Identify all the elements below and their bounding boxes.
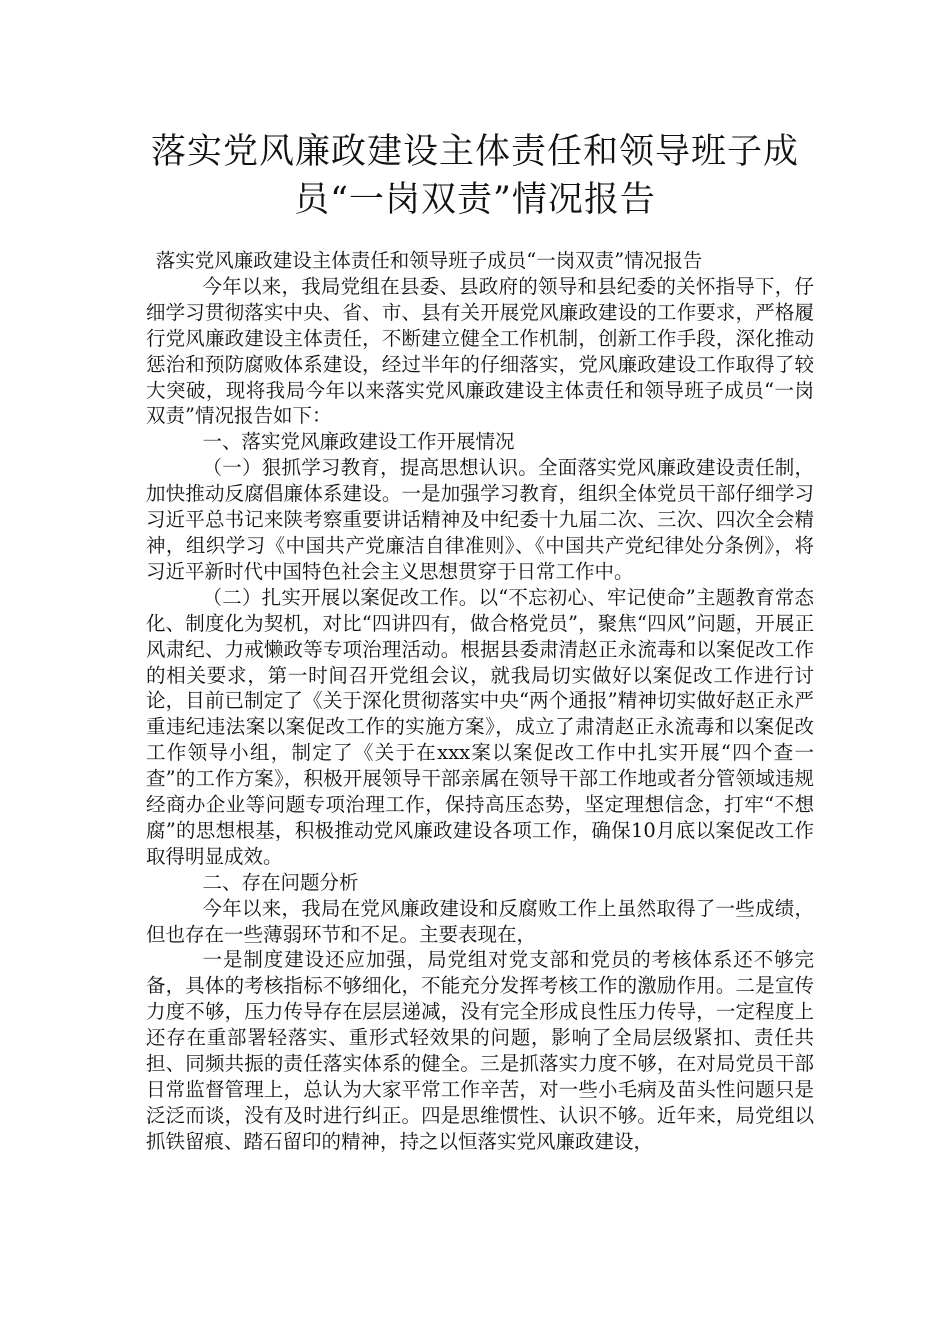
paragraph-case-reform: （二）扎实开展以案促改工作。以“不忘初心、牢记使命”主题教育常态化、制度化为契机，对比“四讲四有，做合格党员”，聚焦“四风”问题，开展正风肃纪、力戒懒政等专项治理活动。根据县委肃清赵正永流毒和以案促改工作的相关要求，第一时间召开党组会议，就我局切实做好以案促改工作进行讨论，目前已制定了《关于深化贯彻落实中央“两个通报”精神切实做好赵正永严重违纪违法案以案促改工作的实施方案》，成立了肃清赵正永流毒和以案促改工作领导小组，制定了《关于在xxx案以案促改工作中扎实开展“四个查一查”的工作方案》，积极开展领导干部亲属在领导干部工作地或者分管领域违规经商办企业等问题专项治理工作，保持高压态势，坚定理想信念，打牢“不想腐”的思想根基，积极推动党风廉政建设各项工作，确保10月底以案促改工作取得明显成效。 — [146, 585, 814, 868]
paragraph-intro: 今年以来，我局党组在县委、县政府的领导和县纪委的关怀指导下，仔细学习贯彻落实中央、省、市、县有关开展党风廉政建设的工作要求，严格履行党风廉政建设主体责任，不断建立健全工作机制，创新工作手段，深化推动惩治和预防腐败体系建设，经过半年的仔细落实，党风廉政建设工作取得了较大突破，现将我局今年以来落实党风廉政建设主体责任和领导班子成员“一岗双责”情况报告如下： — [146, 274, 814, 428]
paragraph-study: （一）狠抓学习教育，提高思想认识。全面落实党风廉政建设责任制，加快推动反腐倡廉体系建设。一是加强学习教育，组织全体党员干部仔细学习习近平总书记来陕考察重要讲话精神及中纪委十九届二次、三次、四次全会精神，组织学习《中国共产党廉洁自律准则》、《中国共产党纪律处分条例》，将习近平新时代中国特色社会主义思想贯穿于日常工作中。 — [146, 456, 814, 583]
document-title: 落实党风廉政建设主体责任和领导班子成员“一岗双责”情况报告 — [150, 132, 799, 220]
section-heading-2: 二、存在问题分析 — [202, 870, 359, 894]
section-heading-1: 一、落实党风廉政建设工作开展情况 — [202, 430, 515, 454]
paragraph-problems-intro: 今年以来，我局在党风廉政建设和反腐败工作上虽然取得了一些成绩，但也存在一些薄弱环节和不足。主要表现在， — [146, 896, 814, 946]
document-body — [146, 248, 814, 1155]
paragraph-problems-detail: 一是制度建设还应加强，局党组对党支部和党员的考核体系还不够完备，具体的考核指标不够细化，不能充分发挥考核工作的激励作用。二是宣传力度不够，压力传导存在层层递减，没有完全形成良性压力传导，一定程度上还存在重部署轻落实、重形式轻效果的问题，影响了全局层级紧扣、责任共担、同频共振的责任落实体系的健全。三是抓落实力度不够，在对局党员干部日常监督管理上，总认为大家平常工作辛苦，对一些小毛病及苗头性问题只是泛泛而谈，没有及时进行纠正。四是思维惯性、认识不够。近年来，局党组以抓铁留痕、踏石留印的精神，持之以恒落实党风廉政建设， — [146, 948, 814, 1153]
document-subtitle: 落实党风廉政建设主体责任和领导班子成员“一岗双责”情况报告 — [155, 249, 703, 272]
